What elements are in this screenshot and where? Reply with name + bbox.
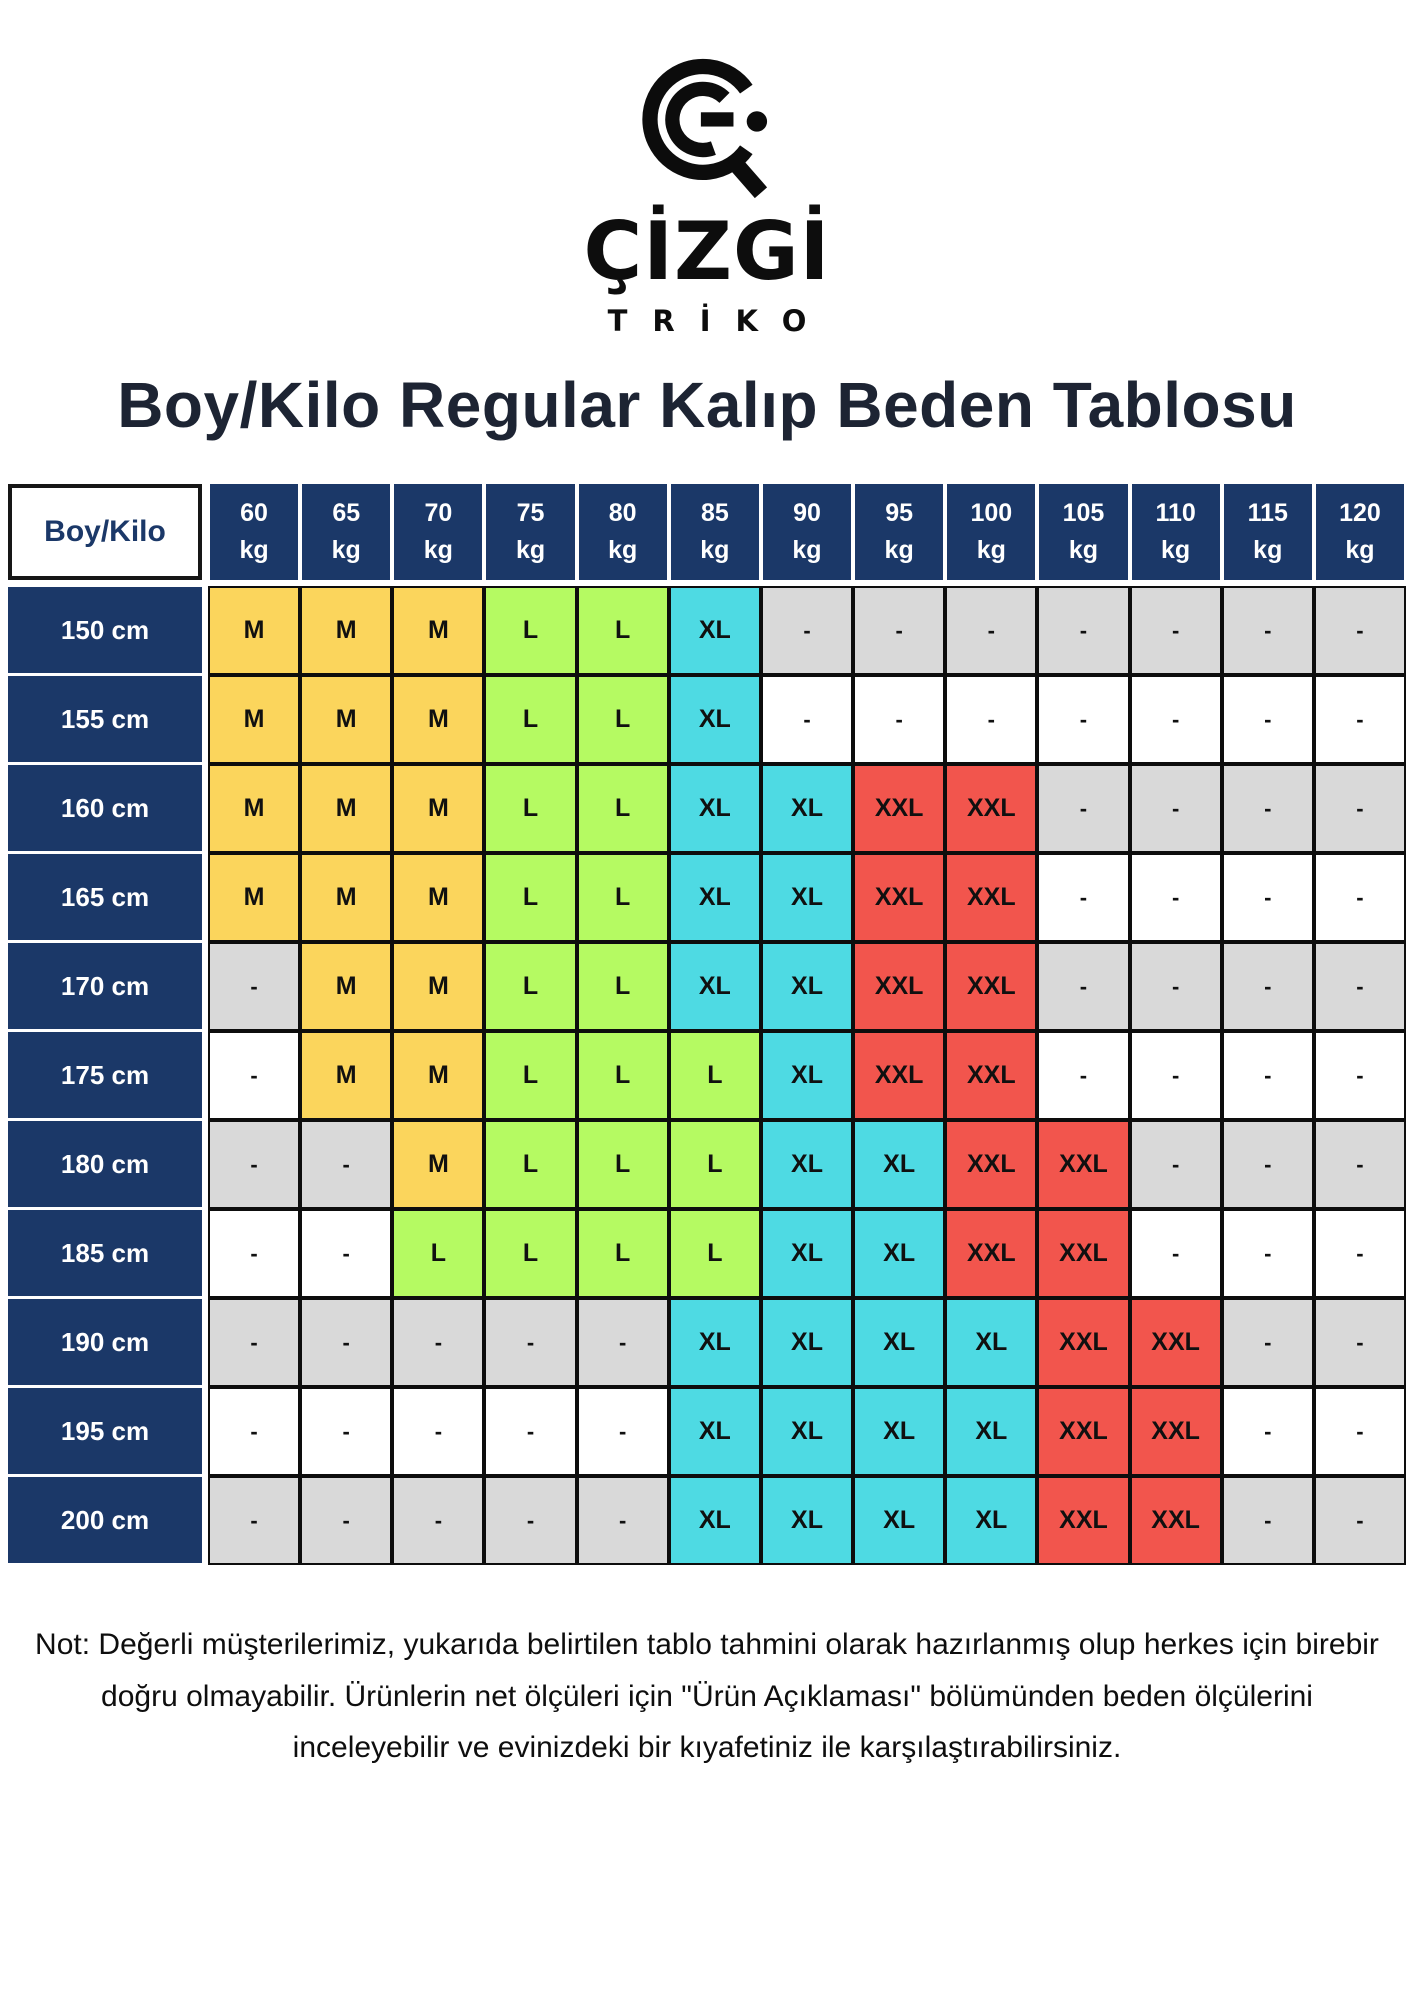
empty-cell: - xyxy=(1314,1209,1406,1298)
height-label-cell: 200 cm xyxy=(8,1477,202,1563)
empty-cell: - xyxy=(300,1120,392,1209)
size-cell: M xyxy=(300,853,392,942)
size-cell: XL xyxy=(669,764,761,853)
empty-cell: - xyxy=(1222,675,1314,764)
size-cell: XL xyxy=(853,1120,945,1209)
size-cell: XXL xyxy=(945,1031,1037,1120)
empty-cell: - xyxy=(300,1298,392,1387)
size-cell: XXL xyxy=(945,942,1037,1031)
size-cell: M xyxy=(392,942,484,1031)
empty-cell: - xyxy=(392,1476,484,1565)
brand-name: ÇİZGİ xyxy=(583,205,831,298)
size-cell: M xyxy=(300,942,392,1031)
size-cell: L xyxy=(577,764,669,853)
size-cell: XXL xyxy=(1037,1298,1129,1387)
size-cell: XL xyxy=(669,853,761,942)
weight-header-cell: 75 kg xyxy=(486,484,574,580)
size-cell: XL xyxy=(761,1120,853,1209)
empty-cell: - xyxy=(1314,764,1406,853)
size-cell: M xyxy=(208,764,300,853)
empty-cell: - xyxy=(1314,586,1406,675)
brand-logo xyxy=(0,0,1414,338)
size-cell: XXL xyxy=(945,1209,1037,1298)
empty-cell: - xyxy=(1314,942,1406,1031)
size-cell: XXL xyxy=(1130,1298,1222,1387)
size-cell: L xyxy=(577,942,669,1031)
size-cell: XXL xyxy=(853,1031,945,1120)
size-cell: L xyxy=(484,764,576,853)
empty-cell: - xyxy=(1222,1120,1314,1209)
empty-cell: - xyxy=(1037,853,1129,942)
size-cell: L xyxy=(392,1209,484,1298)
size-cell: XL xyxy=(853,1476,945,1565)
weight-header-cell: 80 kg xyxy=(579,484,667,580)
size-cell: XL xyxy=(761,1387,853,1476)
empty-cell: - xyxy=(853,586,945,675)
size-cell: XL xyxy=(761,942,853,1031)
size-cell: XXL xyxy=(945,853,1037,942)
size-cell: M xyxy=(208,853,300,942)
size-cell: XL xyxy=(761,1298,853,1387)
empty-cell: - xyxy=(484,1387,576,1476)
empty-cell: - xyxy=(1130,1120,1222,1209)
empty-cell: - xyxy=(1037,1031,1129,1120)
empty-cell: - xyxy=(853,675,945,764)
empty-cell: - xyxy=(208,942,300,1031)
empty-cell: - xyxy=(1222,1209,1314,1298)
size-cell: L xyxy=(577,1031,669,1120)
height-label-cell: 170 cm xyxy=(8,943,202,1029)
weight-header-cell: 70 kg xyxy=(394,484,482,580)
size-cell: XL xyxy=(853,1298,945,1387)
size-cell: XXL xyxy=(853,942,945,1031)
weight-header-cell: 110 kg xyxy=(1132,484,1220,580)
empty-cell: - xyxy=(1222,1476,1314,1565)
empty-cell: - xyxy=(1037,764,1129,853)
empty-cell: - xyxy=(1130,764,1222,853)
weight-header-cell: 85 kg xyxy=(671,484,759,580)
size-cell: M xyxy=(208,675,300,764)
height-label-cell: 190 cm xyxy=(8,1299,202,1385)
empty-cell: - xyxy=(300,1476,392,1565)
size-cell: XL xyxy=(761,1476,853,1565)
size-cell: XXL xyxy=(1037,1209,1129,1298)
height-label-cell: 160 cm xyxy=(8,765,202,851)
empty-cell: - xyxy=(1222,1031,1314,1120)
empty-cell: - xyxy=(1130,586,1222,675)
size-cell: L xyxy=(669,1031,761,1120)
empty-cell: - xyxy=(1037,586,1129,675)
empty-cell: - xyxy=(484,1476,576,1565)
empty-cell: - xyxy=(1314,853,1406,942)
size-cell: M xyxy=(300,675,392,764)
weight-header-cell: 100 kg xyxy=(947,484,1035,580)
size-cell: XL xyxy=(945,1387,1037,1476)
brand-logo-mark-icon xyxy=(632,40,782,208)
size-cell: M xyxy=(300,764,392,853)
size-cell: XL xyxy=(761,1031,853,1120)
empty-cell: - xyxy=(577,1387,669,1476)
weight-header-cell: 120 kg xyxy=(1316,484,1404,580)
size-cell: M xyxy=(208,586,300,675)
empty-cell: - xyxy=(1130,853,1222,942)
empty-cell: - xyxy=(761,586,853,675)
size-table xyxy=(8,484,1406,1565)
weight-header-cell: 115 kg xyxy=(1224,484,1312,580)
weight-header-cell: 90 kg xyxy=(763,484,851,580)
size-cell: XXL xyxy=(1037,1387,1129,1476)
empty-cell: - xyxy=(1222,586,1314,675)
size-cell: M xyxy=(392,675,484,764)
height-label-cell: 165 cm xyxy=(8,854,202,940)
size-cell: M xyxy=(392,1031,484,1120)
weight-header-cell: 60 kg xyxy=(210,484,298,580)
empty-cell: - xyxy=(1037,675,1129,764)
empty-cell: - xyxy=(208,1031,300,1120)
brand-subtitle: TRİKO xyxy=(607,304,832,338)
size-cell: L xyxy=(669,1120,761,1209)
size-cell: XL xyxy=(761,764,853,853)
height-label-cell: 155 cm xyxy=(8,676,202,762)
size-cell: XXL xyxy=(1130,1476,1222,1565)
empty-cell: - xyxy=(1130,1209,1222,1298)
empty-cell: - xyxy=(1314,1298,1406,1387)
height-label-cell: 180 cm xyxy=(8,1121,202,1207)
empty-cell: - xyxy=(761,675,853,764)
height-label-cell: 195 cm xyxy=(8,1388,202,1474)
empty-cell: - xyxy=(1222,942,1314,1031)
empty-cell: - xyxy=(208,1209,300,1298)
size-cell: L xyxy=(577,675,669,764)
size-cell: XXL xyxy=(1130,1387,1222,1476)
empty-cell: - xyxy=(1314,1031,1406,1120)
size-cell: XXL xyxy=(1037,1120,1129,1209)
size-cell: M xyxy=(392,586,484,675)
empty-cell: - xyxy=(1314,675,1406,764)
empty-cell: - xyxy=(1222,1387,1314,1476)
size-cell: XL xyxy=(669,675,761,764)
size-cell: XL xyxy=(853,1387,945,1476)
size-cell: L xyxy=(577,853,669,942)
size-cell: XXL xyxy=(1037,1476,1129,1565)
size-cell: XL xyxy=(669,1298,761,1387)
size-cell: L xyxy=(577,586,669,675)
empty-cell: - xyxy=(1222,764,1314,853)
empty-cell: - xyxy=(1314,1120,1406,1209)
size-cell: M xyxy=(392,1120,484,1209)
size-cell: M xyxy=(300,586,392,675)
size-cell: XL xyxy=(945,1298,1037,1387)
size-cell: XL xyxy=(669,942,761,1031)
empty-cell: - xyxy=(208,1120,300,1209)
size-cell: XL xyxy=(669,1387,761,1476)
size-cell: XXL xyxy=(853,764,945,853)
footnote: Not: Değerli müşterilerimiz, yukarıda belirtilen tablo tahmini olarak hazırlanmış olup herkes için birebir doğru olmayabilir. Ürünlerin net ölçüleri için "Ürün Açıklaması" bölümünden beden ölçülerini inceleyebilir ve evinizdeki bir kıyafetiniz ile karşılaştırabilirsiniz. xyxy=(35,1628,1379,1765)
size-cell: L xyxy=(484,1120,576,1209)
empty-cell: - xyxy=(577,1476,669,1565)
size-cell: XXL xyxy=(945,1120,1037,1209)
empty-cell: - xyxy=(208,1387,300,1476)
size-cell: XL xyxy=(669,586,761,675)
empty-cell: - xyxy=(1314,1387,1406,1476)
size-cell: L xyxy=(484,586,576,675)
empty-cell: - xyxy=(1222,853,1314,942)
empty-cell: - xyxy=(300,1209,392,1298)
size-cell: M xyxy=(392,764,484,853)
size-cell: L xyxy=(484,1209,576,1298)
empty-cell: - xyxy=(1037,942,1129,1031)
size-cell: XL xyxy=(945,1476,1037,1565)
empty-cell: - xyxy=(1130,675,1222,764)
empty-cell: - xyxy=(392,1387,484,1476)
empty-cell: - xyxy=(208,1476,300,1565)
size-cell: XL xyxy=(853,1209,945,1298)
size-cell: L xyxy=(669,1209,761,1298)
empty-cell: - xyxy=(484,1298,576,1387)
empty-cell: - xyxy=(945,586,1037,675)
size-cell: L xyxy=(484,675,576,764)
empty-cell: - xyxy=(1130,1031,1222,1120)
empty-cell: - xyxy=(1314,1476,1406,1565)
height-label-cell: 150 cm xyxy=(8,587,202,673)
weight-header-cell: 65 kg xyxy=(302,484,390,580)
size-cell: L xyxy=(484,1031,576,1120)
empty-cell: - xyxy=(945,675,1037,764)
size-cell: L xyxy=(577,1120,669,1209)
size-cell: XL xyxy=(761,853,853,942)
empty-cell: - xyxy=(208,1298,300,1387)
size-cell: L xyxy=(577,1209,669,1298)
empty-cell: - xyxy=(300,1387,392,1476)
size-cell: XXL xyxy=(945,764,1037,853)
size-cell: M xyxy=(392,853,484,942)
page-title: Boy/Kilo Regular Kalıp Beden Tablosu xyxy=(117,369,1297,441)
empty-cell: - xyxy=(577,1298,669,1387)
weight-header-cell: 95 kg xyxy=(855,484,943,580)
size-cell: L xyxy=(484,942,576,1031)
size-cell: XL xyxy=(669,1476,761,1565)
size-cell: L xyxy=(484,853,576,942)
empty-cell: - xyxy=(1130,942,1222,1031)
size-cell: XL xyxy=(761,1209,853,1298)
corner-header-cell: Boy/Kilo xyxy=(8,484,202,580)
empty-cell: - xyxy=(392,1298,484,1387)
size-cell: XXL xyxy=(853,853,945,942)
size-cell: M xyxy=(300,1031,392,1120)
weight-header-cell: 105 kg xyxy=(1039,484,1127,580)
empty-cell: - xyxy=(1222,1298,1314,1387)
height-label-cell: 185 cm xyxy=(8,1210,202,1296)
height-label-cell: 175 cm xyxy=(8,1032,202,1118)
